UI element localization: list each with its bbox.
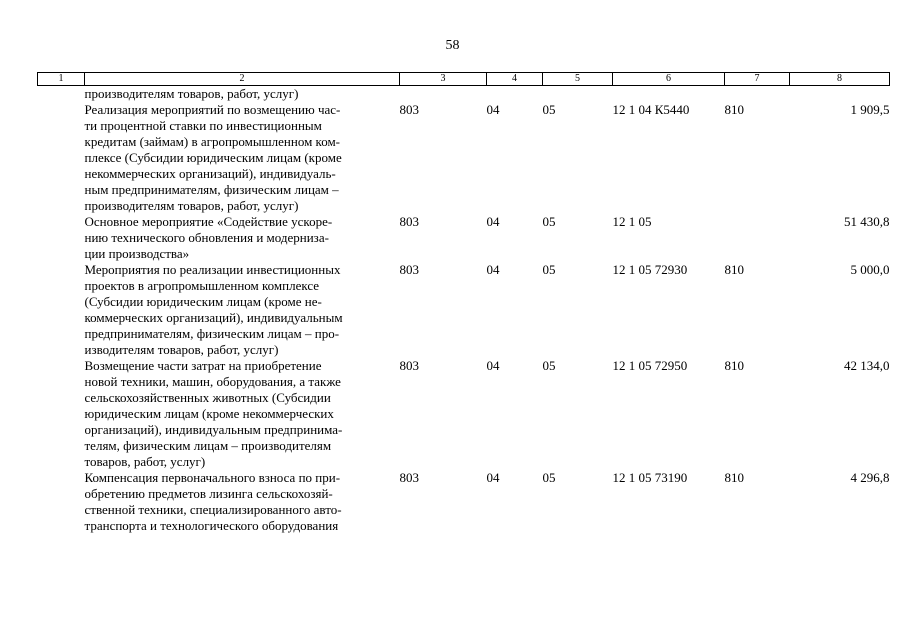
column-number: 5 bbox=[543, 73, 613, 86]
cell-subsection: 05 bbox=[542, 214, 556, 229]
description-line: сельскохозяйственных животных (Субсидии bbox=[84, 390, 331, 405]
table-row bbox=[38, 102, 890, 214]
cell-subsection: 05 bbox=[542, 102, 556, 117]
cell-amount: 4 296,8 bbox=[850, 470, 890, 485]
cell-ministry-code: 803 bbox=[399, 262, 419, 277]
column-number: 8 bbox=[790, 73, 890, 86]
description-line: ти процентной ставки по инвестиционным bbox=[84, 118, 322, 133]
table-row bbox=[38, 262, 890, 358]
description-line: ственной техники, специализированного авто- bbox=[84, 502, 342, 517]
description-line: некоммерческих организаций), индивидуаль- bbox=[84, 166, 336, 181]
description-line: телям, физическим лицам – производителям bbox=[84, 438, 332, 453]
column-number: 6 bbox=[613, 73, 725, 86]
table-row bbox=[38, 470, 890, 534]
cell-expense-type bbox=[725, 214, 790, 262]
description-line: юридическим лицам (кроме некоммерческих bbox=[84, 406, 334, 421]
description-line: обретению предметов лизинга сельскохозяй- bbox=[84, 486, 333, 501]
cell-expense-type: 810 bbox=[724, 262, 744, 277]
description-line: Компенсация первоначального взноса по при- bbox=[84, 470, 341, 485]
column-number: 1 bbox=[38, 73, 85, 86]
cell-expense-type: 810 bbox=[724, 470, 744, 485]
cell-subsection: 05 bbox=[542, 470, 556, 485]
column-number: 4 bbox=[487, 73, 543, 86]
cell-amount: 51 430,8 bbox=[844, 214, 890, 229]
cell-section: 04 bbox=[486, 470, 500, 485]
cell-description bbox=[85, 358, 400, 470]
cell-section: 04 bbox=[486, 214, 500, 229]
description-line: (Субсидии юридическим лицам (кроме не- bbox=[84, 294, 322, 309]
description-line: ции производства» bbox=[84, 246, 190, 261]
cell-description bbox=[85, 470, 400, 534]
cell-ministry-code: 803 bbox=[399, 214, 419, 229]
description-line: предпринимателям, физическим лицам – про- bbox=[84, 326, 340, 341]
cell-subsection: 05 bbox=[542, 358, 556, 373]
page-number: 58 bbox=[445, 38, 460, 53]
description-line: ным предпринимателям, физическим лицам – bbox=[84, 182, 339, 197]
cell-empty bbox=[38, 470, 85, 534]
description-line: кредитам (займам) в агропромышленном ком- bbox=[84, 134, 341, 149]
cell-target-article: 12 1 05 72930 bbox=[612, 262, 688, 277]
column-number: 3 bbox=[400, 73, 487, 86]
description-line: Возмещение части затрат на приобретение bbox=[84, 358, 322, 373]
cell-subsection: 05 bbox=[542, 262, 556, 277]
continuation-text: производителям товаров, работ, услуг) bbox=[84, 86, 299, 101]
table-row bbox=[38, 214, 890, 262]
cell-section: 04 bbox=[486, 262, 500, 277]
table-row bbox=[38, 358, 890, 470]
cell-description bbox=[85, 214, 400, 262]
cell-ministry-code: 803 bbox=[399, 470, 419, 485]
description-line: товаров, работ, услуг) bbox=[84, 454, 206, 469]
cell-target-article: 12 1 05 72950 bbox=[612, 358, 688, 373]
description-line: нию технического обновления и модерниза- bbox=[84, 230, 329, 245]
description-line: новой техники, машин, оборудования, а также bbox=[84, 374, 341, 389]
cell-target-article: 12 1 05 73190 bbox=[612, 470, 688, 485]
description-line: Основное мероприятие «Содействие ускоре- bbox=[84, 214, 333, 229]
cell-ministry-code: 803 bbox=[399, 358, 419, 373]
cell-target-article: 12 1 05 bbox=[612, 214, 652, 229]
column-number-row bbox=[38, 73, 890, 86]
description-line: производителям товаров, работ, услуг) bbox=[84, 198, 299, 213]
cell-empty bbox=[38, 214, 85, 262]
cell-description bbox=[85, 262, 400, 358]
cell-section: 04 bbox=[486, 358, 500, 373]
description-line: организаций), индивидуальным предпринима- bbox=[84, 422, 343, 437]
description-line: проектов в агропромышленном комплексе bbox=[84, 278, 320, 293]
cell-empty bbox=[38, 102, 85, 214]
cell-empty bbox=[38, 358, 85, 470]
cell-amount: 1 909,5 bbox=[850, 102, 890, 117]
cell-empty bbox=[38, 262, 85, 358]
continuation-row bbox=[38, 86, 890, 103]
budget-table bbox=[37, 72, 890, 534]
cell-target-article: 12 1 04 К5440 bbox=[612, 102, 690, 117]
cell-expense-type: 810 bbox=[724, 358, 744, 373]
description-line: транспорта и технологического оборудования bbox=[84, 518, 339, 533]
cell-expense-type: 810 bbox=[724, 102, 744, 117]
column-number: 2 bbox=[85, 73, 400, 86]
cell-amount: 5 000,0 bbox=[850, 262, 890, 277]
description-line: Мероприятия по реализации инвестиционных bbox=[84, 262, 341, 277]
cell-section: 04 bbox=[486, 102, 500, 117]
description-line: коммерческих организаций), индивидуальным bbox=[84, 310, 343, 325]
cell-description bbox=[85, 102, 400, 214]
column-number: 7 bbox=[725, 73, 790, 86]
description-line: изводителям товаров, работ, услуг) bbox=[84, 342, 279, 357]
cell-amount: 42 134,0 bbox=[844, 358, 890, 373]
description-line: плексе (Субсидии юридическим лицам (кроме bbox=[84, 150, 342, 165]
cell-ministry-code: 803 bbox=[399, 102, 419, 117]
description-line: Реализация мероприятий по возмещению час- bbox=[84, 102, 341, 117]
